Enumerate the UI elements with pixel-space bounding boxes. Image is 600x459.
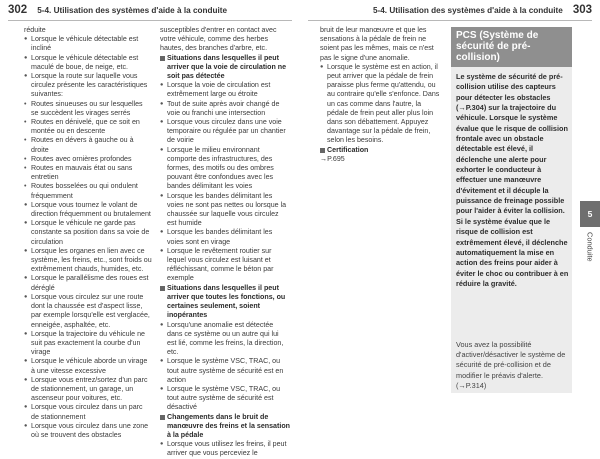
col1-dash-7: • Routes avec ornières profondes — [24, 155, 152, 164]
pcs-info-box — [451, 27, 572, 393]
col3-head-2: Certification — [320, 146, 444, 155]
left-page-header — [8, 0, 227, 20]
right-page-number: 303 — [572, 4, 592, 16]
left-section-title: 5-4. Utilisation des systèmes d'aide à la conduite — [37, 5, 228, 15]
col2-item-7: ● Lorsque les bandes délimitant les voies sont en virage — [160, 228, 290, 246]
col1-dash-8: • Routes en mauvais état ou sans entretien — [24, 164, 152, 182]
col2-item-5: ● Lorsque le milieu environnant comporte des infrastructures, des formes, des motifs ou des ombres pouvant être confondues avec les bandes délimitant les voies — [160, 146, 290, 192]
col1-item-10: ● Lorsque vous tournez le volant de direction fréquemment ou brutalement — [24, 201, 152, 219]
column-3 — [320, 26, 444, 176]
col1-item-13: ● Lorsque le parallélisme des roues est déréglé — [24, 274, 152, 292]
col1-item-12: ● Lorsque les organes en lien avec ce système, les freins, etc., sont froids ou extrêmement chauds, humides, etc. — [24, 247, 152, 275]
col1-item-16: ● Lorsque le véhicule aborde un virage à une vitesse excessive — [24, 357, 152, 375]
col1-cont-0: réduite — [24, 26, 46, 34]
column-1 — [24, 26, 152, 446]
col3-cont-0: bruit de leur manœuvre et que les sensations à la pédale de frein ne soient pas les mêmes, mais ce n'est pas le signe d'une anomalie. — [320, 26, 434, 62]
col1-item-18: ● Lorsque vous circulez dans un parc de stationnement — [24, 403, 152, 421]
col3-ref-3: →P.695 — [320, 154, 345, 163]
col1-item-11: ● Lorsque le véhicule ne garde pas constante sa position dans sa voie de circulation — [24, 219, 152, 247]
col2-item-10: ● Lorsqu'une anomalie est détectée dans ce système ou un autre qui lui est lié, comme les freins, la direction, etc. — [160, 321, 290, 358]
pcs-title: PCS (Système de sécurité de pré-collision) — [451, 27, 572, 67]
col2-item-2: ● Lorsque la voie de circulation est extrêmement large ou étroite — [160, 81, 290, 99]
column-2 — [160, 26, 290, 458]
col1-item-1: ● Lorsque le véhicule détectable est incliné — [24, 35, 152, 53]
col2-head-1: Situations dans lesquelles il peut arriver que la voie de circulation ne soit pas détectée — [160, 54, 290, 82]
col2-cont-0: susceptibles d'entrer en contact avec votre véhicule, comme des herbes hautes, des branches d'arbre, etc. — [160, 26, 277, 53]
col2-head-13: Changements dans le bruit de manœuvre des freins et la sensation à la pédale — [160, 413, 290, 441]
pcs-description: Le système de sécurité de pré-collision utilise des capteurs pour détecter les obstacles (→P.304) sur la trajectoire du véhicule. Lorsque le système évalue que le risque de collision frontale avec un obstacle détectable est élevé, il déclenche une alerte pour exhorter le conducteur à effectuer une manœuvre d'évitement et il décuple la puissance de freinage possible pour l'aider à éviter la collision. Si le système évalue que le risque de collision est extrêmement élevé, il déclenche automatiquement la mise en action des freins pour aider à éviter le choc ou contribuer à en réduire la gravité. — [456, 72, 569, 288]
col1-item-15: ● Lorsque la trajectoire du véhicule ne suit pas exactement la courbe d'un virage — [24, 330, 152, 358]
pcs-settings-note: Vous avez la possibilité d'activer/désactiver le système de sécurité de pré-collision et de modifier le préavis d'alerte. (→P.314) — [456, 340, 566, 390]
col2-item-11: ● Lorsque le système VSC, TRAC, ou tout autre système de sécurité est en action — [160, 357, 290, 385]
col2-item-3: ● Tout de suite après avoir changé de voie ou franchi une intersection — [160, 100, 290, 118]
left-page-number: 302 — [8, 4, 28, 16]
col2-item-14: ● Lorsque vous utilisez les freins, il peut arriver que vous perceviez le — [160, 440, 290, 458]
right-header-rule — [308, 20, 592, 21]
col2-item-4: ● Lorsque vous circulez dans une voie temporaire ou régulée par un chantier de voirie — [160, 118, 290, 146]
right-page-header — [373, 0, 592, 20]
col1-dash-9: • Routes bosselées ou qui ondulent fréquemment — [24, 182, 152, 200]
col2-item-12: ● Lorsque le système VSC, TRAC, ou tout autre système de sécurité est désactivé — [160, 385, 290, 413]
col1-item-2: ● Lorsque le véhicule détectable est maculé de boue, de neige, etc. — [24, 54, 152, 72]
left-header-rule — [8, 20, 292, 21]
right-section-title: 5-4. Utilisation des systèmes d'aide à la conduite — [372, 5, 563, 15]
chapter-label: Conduite — [585, 232, 595, 262]
col1-item-17: ● Lorsque vous entrez/sortez d'un parc de stationnement, un garage, un ascenseur pour voitures, etc. — [24, 376, 152, 404]
col3-item-1: ● Lorsque le système est en action, il peut arriver que la pédale de frein paraisse plus ferme qu'attendu, ou au contraire qu'elle s'enfonce. Dans un cas comme dans l'autre, la pédale de frein peut aller plus loin dans son débattement. Appuyez davantage sur la pédale de frein, selon les besoins. — [320, 63, 444, 146]
col2-item-6: ● Lorsque les bandes délimitant les voies ne sont pas nettes ou lorsque la chaussée sur laquelle vous circulez est humide — [160, 192, 290, 229]
col2-item-8: ● Lorsque le revêtement routier sur lequel vous circulez est luisant et réfléchissant, comme le béton par exemple — [160, 247, 290, 284]
col1-item-14: ● Lorsque vous circulez sur une route dont la chaussée est d'aspect lisse, par exemple lorsqu'elle est verglacée, enneigée, asphaltée, etc. — [24, 293, 152, 330]
chapter-tab: 5 — [580, 201, 600, 227]
col1-dash-6: • Routes en dévers à gauche ou à droite — [24, 136, 152, 154]
col1-dash-5: • Routes en dénivelé, que ce soit en montée ou en descente — [24, 118, 152, 136]
col2-head-9: Situations dans lesquelles il peut arriver que toutes les fonctions, ou certaines seulement, soient inopérantes — [160, 284, 290, 321]
col1-dash-4: • Routes sinueuses ou sur lesquelles se succèdent les virages serrés — [24, 100, 152, 118]
col1-item-3: ● Lorsque la route sur laquelle vous circulez présente les caractéristiques suivantes: — [24, 72, 152, 100]
col1-item-19: ● Lorsque vous circulez dans une zone où se trouvent des obstacles — [24, 422, 152, 440]
